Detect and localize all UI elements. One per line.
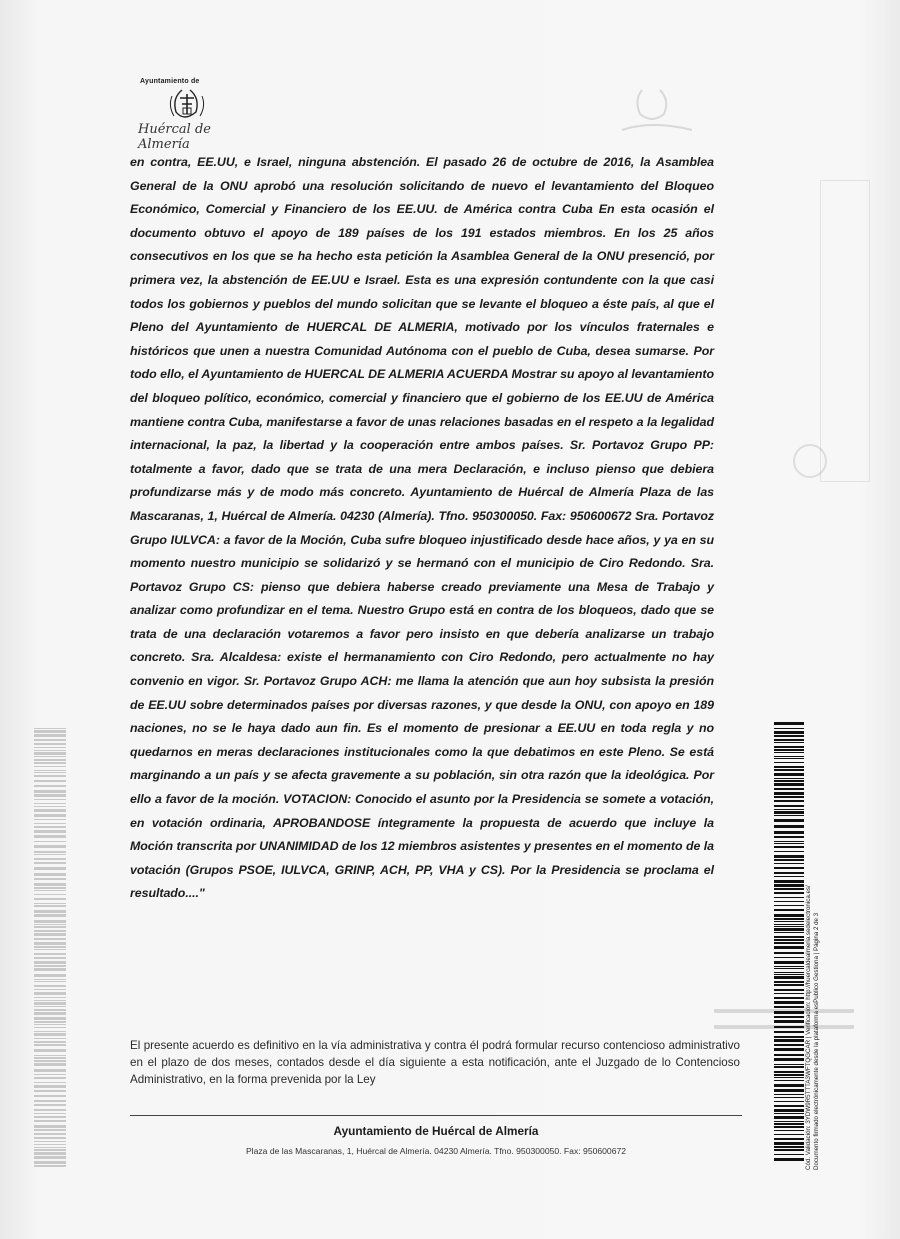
barcode-bar bbox=[34, 1055, 66, 1056]
barcode-bar bbox=[774, 783, 804, 786]
barcode-bar bbox=[34, 1012, 66, 1015]
barcode-bar bbox=[34, 814, 66, 817]
barcode-bar bbox=[34, 1006, 66, 1007]
barcode-bar bbox=[34, 894, 66, 895]
barcode-bar bbox=[34, 1147, 66, 1148]
barcode-bar bbox=[34, 780, 66, 782]
barcode-bar bbox=[774, 1077, 804, 1078]
barcode-bar bbox=[34, 1077, 66, 1079]
barcode-bar bbox=[774, 1109, 804, 1112]
barcode-bar bbox=[774, 918, 804, 920]
barcode-bar bbox=[774, 1146, 804, 1148]
barcode-bar bbox=[774, 997, 804, 999]
barcode-bar bbox=[34, 809, 66, 812]
barcode-bar bbox=[774, 728, 804, 729]
barcode-bar bbox=[774, 809, 804, 810]
barcode-bar bbox=[774, 892, 804, 894]
barcode-bar bbox=[34, 949, 66, 950]
barcode-bar bbox=[34, 1161, 66, 1164]
barcode-bar bbox=[34, 1069, 66, 1072]
barcode-bar bbox=[34, 1049, 66, 1052]
barcode-bar bbox=[774, 746, 804, 748]
barcode-bar bbox=[34, 819, 66, 820]
barcode-bar bbox=[34, 1100, 66, 1102]
barcode-bar bbox=[774, 942, 804, 944]
barcode-bar bbox=[34, 730, 66, 733]
barcode-bar bbox=[774, 792, 804, 795]
barcode-bar bbox=[774, 1071, 804, 1073]
barcode-bar bbox=[34, 914, 66, 917]
signature-platform-line: Documento firmado electrónicamente desde la plataforma esPublico Gestiona | Página 2 de 3 bbox=[813, 912, 820, 1170]
barcode-bar bbox=[34, 873, 66, 876]
barcode-bar bbox=[34, 898, 66, 900]
barcode-bar bbox=[774, 876, 804, 877]
barcode-bar bbox=[774, 742, 804, 743]
barcode-bar bbox=[34, 1033, 66, 1036]
barcode-bar bbox=[774, 778, 804, 779]
barcode-bar bbox=[774, 825, 804, 828]
barcode-bar bbox=[34, 756, 66, 757]
barcode-bar bbox=[774, 932, 804, 933]
barcode-bar bbox=[774, 722, 804, 725]
logo-org-label: Ayuntamiento de bbox=[140, 78, 200, 85]
barcode-bar bbox=[774, 805, 804, 807]
barcode-bar bbox=[34, 997, 66, 998]
barcode-bar bbox=[774, 936, 804, 938]
barcode-bar bbox=[774, 800, 804, 802]
barcode-bar bbox=[774, 1130, 804, 1131]
barcode-bar bbox=[774, 769, 804, 771]
barcode-bar bbox=[774, 815, 804, 816]
barcode-bar bbox=[34, 790, 66, 793]
barcode-bar bbox=[774, 921, 804, 922]
barcode-bar bbox=[774, 909, 804, 911]
barcode-bar bbox=[774, 1084, 804, 1087]
barcode-bar bbox=[34, 1125, 66, 1128]
barcode-bar bbox=[774, 851, 804, 852]
logo-town-name: Huércal de Almería bbox=[138, 122, 211, 152]
barcode-bar bbox=[34, 785, 66, 787]
barcode-bar bbox=[774, 1123, 804, 1125]
barcode-bar bbox=[774, 1094, 804, 1095]
barcode-bar bbox=[774, 1064, 804, 1065]
validation-stamp bbox=[805, 720, 835, 1170]
barcode-bar bbox=[34, 826, 66, 828]
barcode-bar bbox=[774, 880, 804, 883]
barcode-bar bbox=[774, 843, 804, 844]
barcode-bar bbox=[34, 1031, 66, 1032]
barcode-bar bbox=[774, 993, 804, 994]
barcode-bar bbox=[774, 966, 804, 967]
barcode-bar bbox=[34, 878, 66, 880]
barcode-bar bbox=[774, 841, 804, 842]
barcode-bar bbox=[34, 728, 66, 729]
barcode-bar bbox=[34, 851, 66, 853]
barcode-bar bbox=[34, 854, 66, 855]
barcode-bar bbox=[774, 976, 804, 979]
barcode-bar bbox=[34, 903, 66, 904]
barcode-bar bbox=[34, 772, 66, 773]
barcode-bar bbox=[774, 1066, 804, 1068]
barcode-bar bbox=[34, 867, 66, 870]
barcode-bar bbox=[34, 1085, 66, 1088]
barcode-bar bbox=[34, 1129, 66, 1131]
barcode-bar bbox=[774, 1097, 804, 1098]
barcode-bar bbox=[34, 823, 66, 824]
barcode-bar bbox=[774, 1054, 804, 1056]
barcode-bar bbox=[34, 752, 66, 755]
barcode-bar bbox=[774, 863, 804, 864]
barcode-bar bbox=[774, 756, 804, 757]
barcode-bar bbox=[34, 1156, 66, 1159]
municipal-logo bbox=[132, 78, 262, 152]
barcode-bar bbox=[774, 905, 804, 906]
barcode-bar bbox=[774, 1158, 804, 1161]
validation-stamp-text bbox=[805, 720, 835, 1170]
barcode-bar bbox=[34, 974, 66, 977]
barcode-bar bbox=[774, 855, 804, 858]
barcode-bar bbox=[34, 1095, 66, 1097]
barcode-bar bbox=[774, 819, 804, 822]
barcode-bar bbox=[34, 806, 66, 807]
footer-address: Plaza de las Mascaranas, 1, Huércal de Almería. 04230 Almería. Tfno. 950300050. Fax: 950600672 bbox=[245, 1146, 627, 1156]
coat-of-arms-icon bbox=[132, 86, 242, 126]
barcode-bar bbox=[774, 981, 804, 983]
barcode-bar bbox=[34, 930, 66, 932]
barcode-bar bbox=[774, 1142, 804, 1145]
footer-divider bbox=[130, 1115, 742, 1116]
barcode-bar bbox=[774, 773, 804, 776]
barcode-bar bbox=[774, 1031, 804, 1033]
barcode-bar bbox=[774, 952, 804, 954]
barcode-bar bbox=[774, 1113, 804, 1114]
barcode-bar bbox=[774, 1138, 804, 1140]
barcode-bar bbox=[774, 752, 804, 753]
barcode-bar bbox=[34, 835, 66, 838]
barcode-bar bbox=[774, 831, 804, 834]
barcode-bar bbox=[774, 1080, 804, 1081]
barcode-bar bbox=[774, 1044, 804, 1046]
barcode-bar bbox=[774, 1011, 804, 1014]
show-through-box bbox=[820, 180, 870, 482]
legal-notice-paragraph: El presente acuerdo es definitivo en la vía administrativa y contra él podrá formular recurso contencioso administrativo en el plazo de dos meses, contados desde el día siguiente a esta notificación, ante el Juzgado de lo Contencioso Administrativo, en la forma prevenida por la Ley bbox=[130, 1039, 740, 1086]
barcode-bar bbox=[34, 957, 66, 959]
barcode-bar bbox=[774, 1048, 804, 1051]
show-through-barcode bbox=[34, 728, 66, 1168]
validation-barcode bbox=[774, 722, 804, 1162]
barcode-bar bbox=[34, 830, 66, 833]
barcode-bar bbox=[34, 1024, 66, 1025]
barcode-bar bbox=[34, 1074, 66, 1075]
barcode-bar bbox=[34, 890, 66, 891]
barcode-bar bbox=[774, 846, 804, 848]
barcode-bar bbox=[774, 914, 804, 917]
show-through-logo bbox=[612, 80, 702, 140]
barcode-bar bbox=[774, 735, 804, 737]
barcode-bar bbox=[34, 1152, 66, 1155]
barcode-bar bbox=[34, 1082, 66, 1083]
barcode-bar bbox=[34, 762, 66, 764]
barcode-bar bbox=[34, 799, 66, 800]
barcode-bar bbox=[34, 1165, 66, 1167]
barcode-bar bbox=[34, 750, 66, 751]
barcode-bar bbox=[774, 1105, 804, 1107]
footer-title: Ayuntamiento de Huércal de Almería bbox=[333, 1124, 539, 1138]
barcode-bar bbox=[34, 1027, 66, 1028]
barcode-bar bbox=[774, 836, 804, 838]
barcode-bar bbox=[34, 803, 66, 804]
minutes-paragraph: en contra, EE.UU, e Israel, ninguna abstención. El pasado 26 de octubre de 2016, la Asamblea General de la ONU aprobó una resolución solicitando de nuevo el levantamiento del Bloqueo Económico, Comercial y Financiero de los EE.UU. de América contra Cuba En esta ocasión el documento obtuvo el apoyo de 189 países de los 191 estados miembros. En los 25 años consecutivos en los que se ha hecho esta petición la Asamblea General de la ONU presenció, por primera vez, la abstención de EE.UU e Israel. Esta es una expresión contundente con la que casi todos los gobiernos y pueblos del mundo solicitan que se levante el bloqueo a éste país, al que el Pleno del Ayuntamiento de HUERCAL DE ALMERIA, motivado por los vínculos fraternales e históricos que unen a nuestra Comunidad Autónoma con el pueblo de Cuba, desea sumarse. Por todo ello, el Ayuntamiento de HUERCAL DE ALMERIA ACUERDA Mostrar su apoyo al levantamiento del bloqueo político, económico, comercial y financiero que el gobierno de los EE.UU de América mantiene contra Cuba, manifestarse a favor de unas relaciones basadas en el respeto a la legalidad internacional, la paz, la libertad y la cooperación entre ambos países. Sr. Portavoz Grupo PP: totalmente a favor, dado que se trata de una mera Declaración, e incluso pienso que debiera profundizarse más y de modo más concreto. Ayuntamiento de Huércal de Almería Plaza de las Mascaranas, 1, Huércal de Almería. 04230 (Almería). Tfno. 950300050. Fax: 950600672 Sra. Portavoz Grupo IULVCA: a favor de la Moción, Cuba sufre bloqueo injustificado desde hace años, y ya en su momento nuestro municipio se solidarizó y se hermanó con el municipio de Ciro Redondo. Sra. Portavoz Grupo CS: pienso que debiera haberse creado previamente una Mesa de Trabajo y analizar como profundizar en el tema. Nuestro Grupo está en contra de los bloqueos, dado que se trata de una declaración votaremos a favor pero insisto en que debería analizarse un trabajo concreto. Sra. Alcaldesa: existe el hermanamiento con Ciro Redondo, pero actualmente no hay convenio en vigor. Sr. Portavoz Grupo ACH: me llama la atención que aun hoy subsista la presión de EE.UU sobre determinados países por diversas razones, y que desde la ONU, con apoyo en 189 naciones, no se le haya dado aun fin. Es el momento de presionar a EE.UU en toda regla y no quedarnos en meras declaraciones institucionales como la que debatimos en este Pleno. Se está marginando a un país y se afecta gravemente a su población, sin otra razón que la ideológica. Por ello a favor de la moción. VOTACION: Conocido el asunto por la Presidencia se somete a votación, en votación ordinaria, APROBANDOSE íntegramente la propuesta de acuerdo que incluye la Moción transcrita por UNANIMIDAD de los 12 miembros asistentes y presentes en el momento de la votación (Grupos PSOE, IULVCA, GRINP, ACH, PP, VHA y CS). Por la Presidencia se proclama el resultado...." bbox=[130, 155, 714, 901]
barcode-bar bbox=[774, 796, 804, 798]
barcode-bar bbox=[774, 1134, 804, 1135]
barcode-bar bbox=[774, 1101, 804, 1102]
barcode-bar bbox=[774, 1026, 804, 1028]
barcode-bar bbox=[774, 1001, 804, 1004]
show-through-seal bbox=[793, 444, 827, 478]
barcode-bar bbox=[34, 946, 66, 948]
barcode-bar bbox=[34, 1038, 66, 1039]
barcode-bar bbox=[34, 747, 66, 748]
barcode-bar bbox=[34, 883, 66, 886]
barcode-bar bbox=[34, 1000, 66, 1001]
barcode-bar bbox=[34, 1017, 66, 1020]
barcode-bar bbox=[774, 989, 804, 991]
barcode-bar bbox=[774, 961, 804, 964]
barcode-bar bbox=[774, 1121, 804, 1122]
barcode-bar bbox=[34, 841, 66, 842]
barcode-bar bbox=[774, 957, 804, 958]
barcode-bar bbox=[774, 924, 804, 925]
barcode-bar bbox=[34, 985, 66, 987]
barcode-bar bbox=[34, 1133, 66, 1135]
barcode-bar bbox=[34, 968, 66, 971]
barcode-bar bbox=[34, 920, 66, 923]
barcode-bar bbox=[34, 1137, 66, 1139]
barcode-bar bbox=[774, 1126, 804, 1128]
barcode-bar bbox=[34, 953, 66, 955]
barcode-bar bbox=[774, 1116, 804, 1119]
barcode-bar bbox=[34, 979, 66, 980]
barcode-bar bbox=[774, 968, 804, 969]
barcode-bar bbox=[34, 775, 66, 777]
barcode-bar bbox=[34, 1063, 66, 1066]
barcode-bar bbox=[34, 770, 66, 771]
barcode-bar bbox=[774, 984, 804, 986]
barcode-bar bbox=[774, 1016, 804, 1018]
barcode-bar bbox=[34, 1120, 66, 1122]
barcode-bar bbox=[774, 766, 804, 768]
barcode-bar bbox=[774, 758, 804, 759]
barcode-bar bbox=[774, 972, 804, 973]
barcode-bar bbox=[34, 743, 66, 745]
barcode-bar bbox=[774, 1039, 804, 1042]
barcode-bar bbox=[774, 939, 804, 941]
barcode-bar bbox=[34, 981, 66, 982]
barcode-bar bbox=[774, 1020, 804, 1023]
barcode-bar bbox=[34, 766, 66, 767]
barcode-bar bbox=[34, 1060, 66, 1062]
barcode-bar bbox=[34, 1002, 66, 1005]
barcode-bar bbox=[34, 1109, 66, 1111]
barcode-bar bbox=[34, 1141, 66, 1142]
barcode-bar bbox=[34, 1041, 66, 1043]
barcode-bar bbox=[34, 794, 66, 797]
barcode-bar bbox=[774, 872, 804, 874]
barcode-bar bbox=[774, 1089, 804, 1092]
barcode-bar bbox=[34, 1044, 66, 1046]
barcode-bar bbox=[34, 942, 66, 945]
barcode-bar bbox=[34, 1149, 66, 1151]
barcode-bar bbox=[774, 928, 804, 931]
validation-code-line: Cód. Validación: 3YDW9R5TTTA3WFTQGCAR | Verificación: http://huercaldealmeria.sedelectronica.es/ bbox=[805, 885, 812, 1170]
barcode-bar bbox=[774, 749, 804, 751]
barcode-bar bbox=[774, 780, 804, 782]
barcode-bar bbox=[774, 867, 804, 869]
barcode-bar bbox=[34, 924, 66, 925]
barcode-bar bbox=[34, 1113, 66, 1114]
barcode-bar bbox=[34, 862, 66, 864]
barcode-bar bbox=[34, 961, 66, 964]
barcode-bar bbox=[774, 974, 804, 975]
barcode-bar bbox=[34, 1021, 66, 1023]
barcode-bar bbox=[774, 901, 804, 902]
barcode-bar bbox=[34, 905, 66, 907]
barcode-bar bbox=[34, 926, 66, 928]
barcode-bar bbox=[774, 731, 804, 734]
barcode-bar bbox=[774, 1006, 804, 1008]
barcode-bar bbox=[34, 1116, 66, 1118]
barcode-bar bbox=[34, 858, 66, 860]
barcode-bar bbox=[774, 788, 804, 790]
barcode-bar bbox=[34, 933, 66, 936]
barcode-bar bbox=[34, 938, 66, 940]
barcode-bar bbox=[34, 992, 66, 995]
barcode-bar bbox=[774, 1058, 804, 1061]
barcode-bar bbox=[774, 859, 804, 861]
barcode-bar bbox=[34, 1144, 66, 1145]
barcode-bar bbox=[34, 1057, 66, 1059]
barcode-bar bbox=[34, 887, 66, 889]
barcode-bar bbox=[34, 1009, 66, 1011]
barcode-bar bbox=[774, 897, 804, 898]
barcode-bar bbox=[774, 1074, 804, 1076]
barcode-bar bbox=[34, 965, 66, 967]
barcode-bar bbox=[774, 888, 804, 890]
barcode-bar bbox=[774, 1149, 804, 1151]
barcode-bar bbox=[774, 1154, 804, 1155]
barcode-bar bbox=[34, 759, 66, 761]
barcode-bar bbox=[34, 734, 66, 737]
barcode-bar bbox=[34, 1104, 66, 1106]
barcode-bar bbox=[34, 1090, 66, 1092]
barcode-bar bbox=[34, 989, 66, 990]
barcode-bar bbox=[774, 946, 804, 949]
barcode-bar bbox=[34, 739, 66, 741]
barcode-bar bbox=[774, 762, 804, 763]
barcode-bar bbox=[774, 884, 804, 887]
barcode-bar bbox=[34, 845, 66, 848]
barcode-bar bbox=[774, 811, 804, 814]
barcode-bar bbox=[774, 1036, 804, 1038]
barcode-bar bbox=[34, 910, 66, 913]
barcode-bar bbox=[774, 926, 804, 927]
barcode-bar bbox=[774, 739, 804, 741]
